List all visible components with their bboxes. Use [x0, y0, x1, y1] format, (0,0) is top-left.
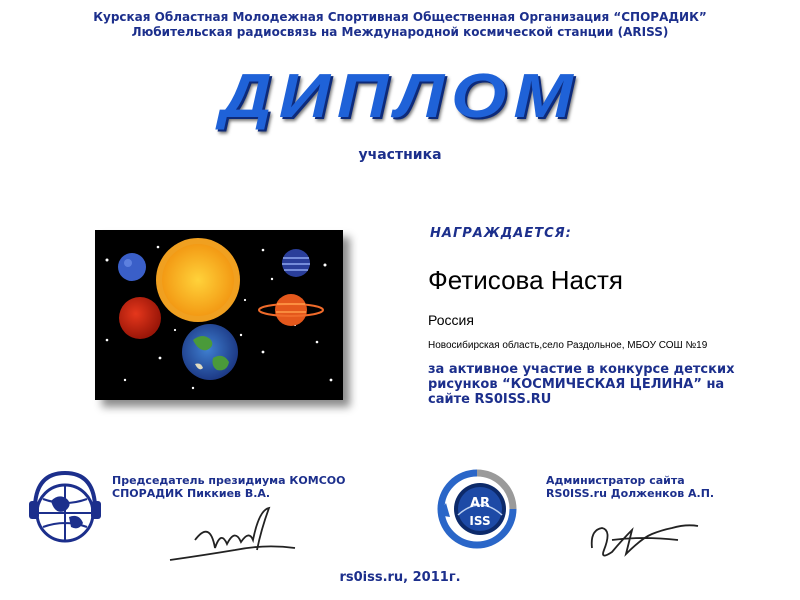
footer-text: rs0iss.ru, 2011г.: [339, 570, 461, 585]
sun: [156, 238, 240, 322]
header-line-1: Курская Областная Молодежная Спортивная Общественная Организация “СПОРАДИК”: [93, 10, 707, 24]
space-drawing-image: [95, 230, 343, 400]
globe-headphones-icon: [25, 465, 105, 550]
awarded-label: НАГРАЖДАЕТСЯ:: [430, 226, 572, 241]
striped-planet: [282, 249, 310, 277]
chairman-signature: [165, 500, 300, 570]
chairman-title-line-1: Председатель президиума КОМСОО: [112, 474, 346, 487]
space-drawing-svg: [95, 230, 343, 400]
award-reason: за активное участие в конкурсе детских рисунков “КОСМИЧЕСКАЯ ЦЕЛИНА” на сайте RS0ISS.RU: [428, 362, 735, 407]
administrator-site: RS0ISS.ru: [546, 487, 607, 500]
blue-planet: [118, 253, 146, 281]
earth-planet: [182, 324, 238, 380]
recipient-name: Фетисова Настя: [428, 265, 623, 295]
red-planet: [119, 297, 161, 339]
chairman-title: [112, 474, 346, 500]
recipient-country: Россия: [428, 312, 474, 328]
sporadik-logo: [25, 465, 105, 550]
administrator-signature: [582, 500, 702, 565]
ariss-logo-top-text: AR: [469, 496, 491, 511]
ringed-planet: [259, 294, 323, 326]
ariss-logo-bottom-text: ISS: [469, 514, 491, 528]
ariss-emblem-icon: [432, 465, 522, 550]
diploma-subtitle: участника: [358, 147, 442, 163]
diploma-title: ДИПЛОМ: [220, 62, 580, 131]
administrator-title: [546, 474, 714, 500]
organization-header: [0, 10, 800, 40]
recipient-school: Новосибирская область,село Раздольное, МБОУ СОШ №19: [428, 340, 708, 351]
ariss-logo: [432, 465, 522, 550]
administrator-title-line-1: Администратор сайта: [546, 474, 685, 487]
chairman-title-line-2: СПОРАДИК Пиккиев В.А.: [112, 487, 271, 500]
administrator-title-line-2: [546, 487, 714, 500]
administrator-name: Долженков А.П.: [606, 487, 715, 500]
header-line-2: Любительская радиосвязь на Международной космической станции (ARISS): [131, 25, 669, 39]
